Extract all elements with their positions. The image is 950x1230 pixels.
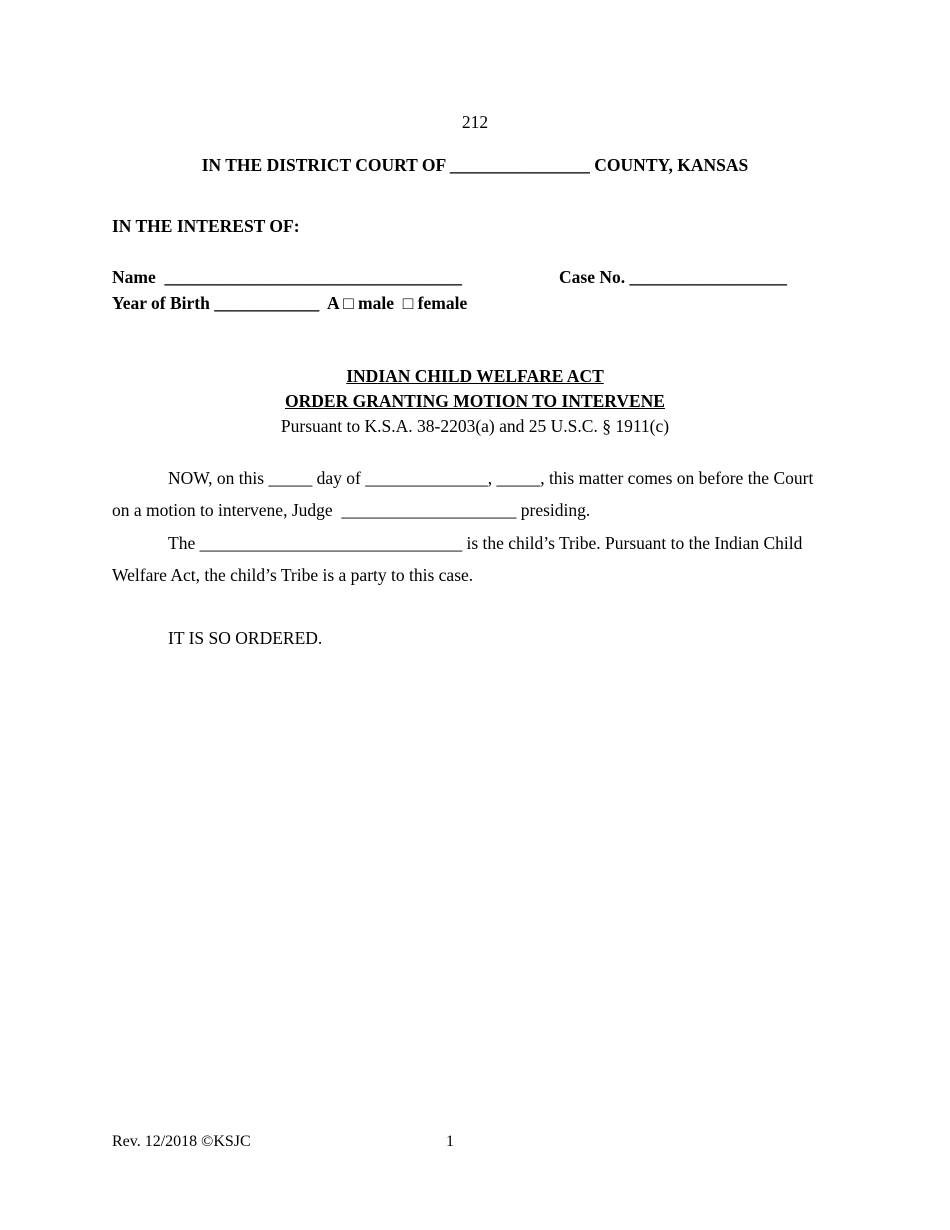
paragraph-2-line-2: Welfare Act, the child’s Tribe is a party to this case.: [112, 565, 474, 585]
statute-line: Pursuant to K.S.A. 38-2203(a) and 25 U.S.C. § 1911(c): [280, 416, 670, 436]
footer-page-number: 1: [446, 1133, 454, 1150]
footer-revision: Rev. 12/2018 ©KSJC: [112, 1133, 251, 1150]
paragraph-1-line-2: on a motion to intervene, Judge ____________________ presiding.: [112, 500, 591, 520]
case-number-field-line: Case No. __________________: [559, 267, 787, 287]
name-field-line: Name __________________________________: [112, 267, 462, 287]
form-number: 212: [461, 112, 489, 132]
so-ordered: IT IS SO ORDERED.: [168, 628, 323, 648]
title-line-2: ORDER GRANTING MOTION TO INTERVENE: [285, 391, 665, 411]
interest-heading: IN THE INTEREST OF:: [112, 216, 300, 236]
year-of-birth-line: Year of Birth ____________ A □ male □ female: [112, 293, 468, 313]
title-line-1: INDIAN CHILD WELFARE ACT: [346, 366, 604, 386]
paragraph-1-line-1: NOW, on this _____ day of ______________, _____, this matter comes on before the Court: [168, 468, 814, 488]
court-heading: IN THE DISTRICT COURT OF ________________ COUNTY, KANSAS: [201, 155, 749, 175]
paragraph-2-line-1: The ______________________________ is the child’s Tribe. Pursuant to the Indian Child: [168, 533, 803, 553]
